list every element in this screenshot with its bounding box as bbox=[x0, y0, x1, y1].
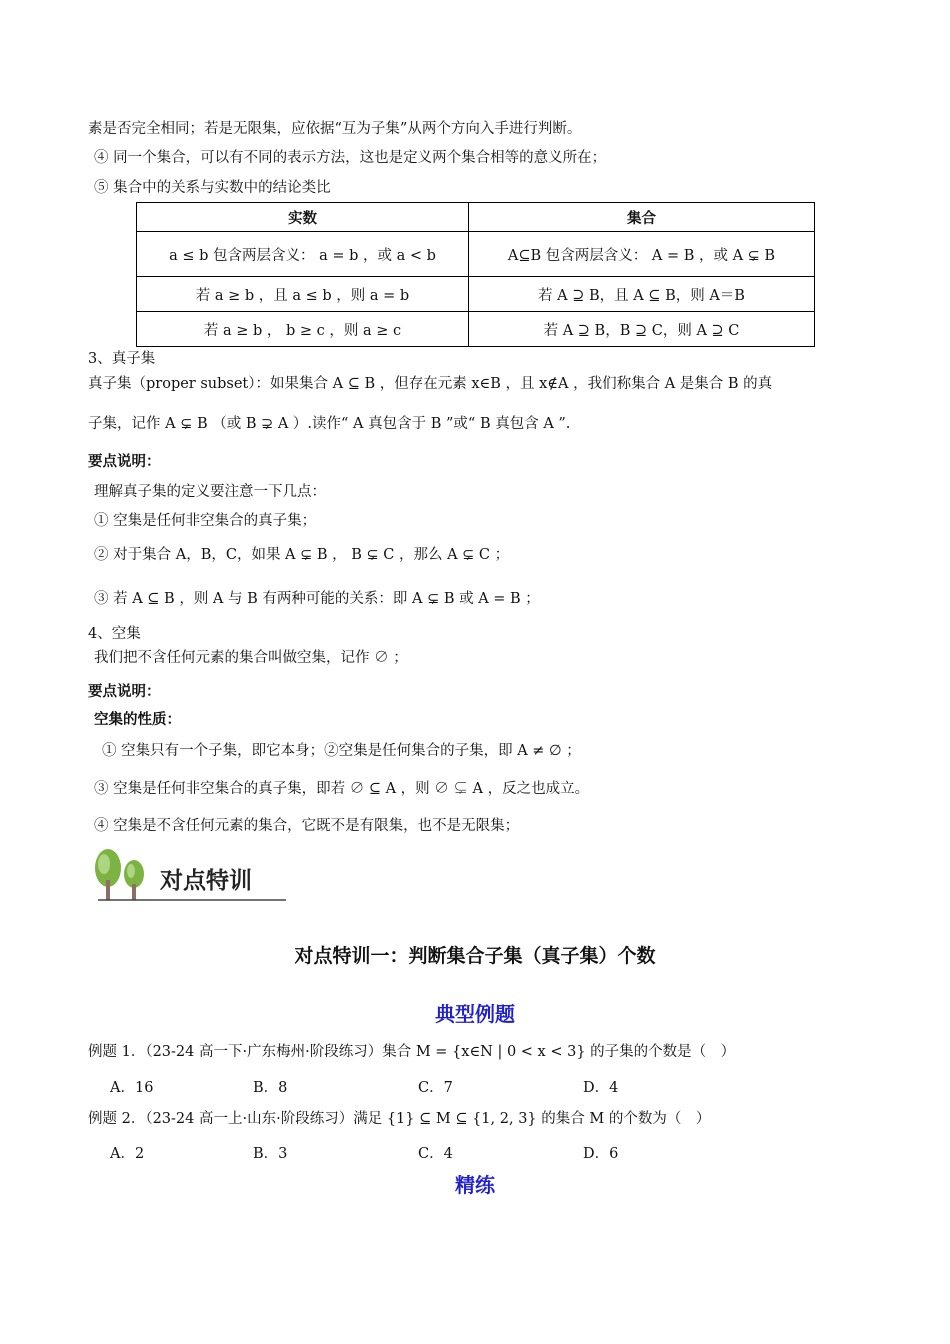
section-3-title: 3、真子集 bbox=[88, 351, 156, 367]
ex2-option-a: A．2 bbox=[110, 1146, 145, 1162]
table-header-real: 实数 bbox=[137, 203, 469, 232]
ex1-option-d: D．4 bbox=[583, 1080, 619, 1096]
table-cell: 若 a ≥ b ， b ≥ c ，则 a ≥ c bbox=[137, 312, 469, 347]
section-4-title: 4、空集 bbox=[88, 626, 141, 642]
banner-title: 对点特训 bbox=[160, 868, 252, 894]
ex2-option-d: D．6 bbox=[583, 1146, 619, 1162]
training-banner bbox=[90, 846, 290, 904]
text-line-2: ④ 同一个集合，可以有不同的表示方法，这也是定义两个集合相等的意义所在； bbox=[94, 150, 607, 166]
example-2: 例题 2．（23-24 高一上·山东·阶段练习）满足 {1} ⊆ M ⊆ {1, 2, 3} 的集合 M 的个数为（ ） bbox=[88, 1111, 711, 1127]
proper-subset-def-1: 真子集（proper subset）：如果集合 A ⊆ B ，但存在元素 x∈B ，且 x∉A ，我们称集合 A 是集合 B 的真 bbox=[88, 376, 773, 392]
table-cell: 若 a ≥ b ，且 a ≤ b ，则 a = b bbox=[137, 277, 469, 312]
ex1-option-b: B．8 bbox=[253, 1080, 288, 1096]
table-cell: 若 A ⊇ B，且 A ⊆ B，则 A＝B bbox=[469, 277, 815, 312]
comparison-table bbox=[136, 202, 815, 347]
ex2-option-c: C．4 bbox=[418, 1146, 453, 1162]
empty-set-props-label: 空集的性质： bbox=[94, 711, 181, 728]
ex1-option-c: C．7 bbox=[418, 1080, 453, 1096]
ex2-option-b: B．3 bbox=[253, 1146, 288, 1162]
example-1: 例题 1．（23-24 高一下·广东梅州·阶段练习）集合 M = {x∈N | 0 < x < 3} 的子集的个数是（ ） bbox=[88, 1044, 736, 1060]
note-item: ③ 若 A ⊆ B ，则 A 与 B 有两种可能的关系：即 A ⊊ B 或 A = B ； bbox=[94, 591, 540, 607]
text-line-3: ⑤ 集合中的关系与实数中的结论类比 bbox=[94, 180, 331, 196]
note-item: ① 空集是任何非空集合的真子集； bbox=[94, 513, 317, 529]
table-cell: a ≤ b 包含两层含义： a = b ，或 a < b bbox=[137, 232, 469, 277]
empty-set-def: 我们把不含任何元素的集合叫做空集，记作 ∅ ； bbox=[94, 650, 408, 666]
notes-intro: 理解真子集的定义要注意一下几点： bbox=[94, 484, 326, 500]
empty-set-prop: ③ 空集是任何非空集合的真子集，即若 ∅ ⊆ A ，则 ∅ ⊊ A ，反之也成立。 bbox=[94, 781, 590, 797]
table-cell: 若 A ⊇ B，B ⊇ C，则 A ⊇ C bbox=[469, 312, 815, 347]
practice-heading: 精练 bbox=[455, 1173, 495, 1197]
text-line-1: 素是否完全相同；若是无限集，应依据“互为子集”从两个方向入手进行判断。 bbox=[88, 121, 582, 137]
notes-label: 要点说明： bbox=[88, 453, 161, 470]
table-header-set: 集合 bbox=[469, 203, 815, 232]
notes-label: 要点说明： bbox=[88, 683, 161, 700]
note-item: ② 对于集合 A，B，C，如果 A ⊊ B ， B ⊊ C ，那么 A ⊊ C ； bbox=[94, 547, 510, 563]
table-cell: A⊆B 包含两层含义： A = B ，或 A ⊊ B bbox=[469, 232, 815, 277]
empty-set-prop: ① 空集只有一个子集，即它本身；②空集是任何集合的子集，即 A ≠ ∅ ； bbox=[102, 743, 581, 759]
ex1-option-a: A．16 bbox=[110, 1080, 154, 1096]
training-title: 对点特训一：判断集合子集（真子集）个数 bbox=[294, 945, 656, 967]
proper-subset-def-2: 子集，记作 A ⊊ B （或 B ⊋ A ）.读作“ A 真包含于 B ”或“ B 真包含 A ”. bbox=[88, 416, 571, 432]
typical-examples-heading: 典型例题 bbox=[435, 1002, 515, 1026]
empty-set-prop: ④ 空集是不含任何元素的集合，它既不是有限集，也不是无限集； bbox=[94, 818, 520, 834]
